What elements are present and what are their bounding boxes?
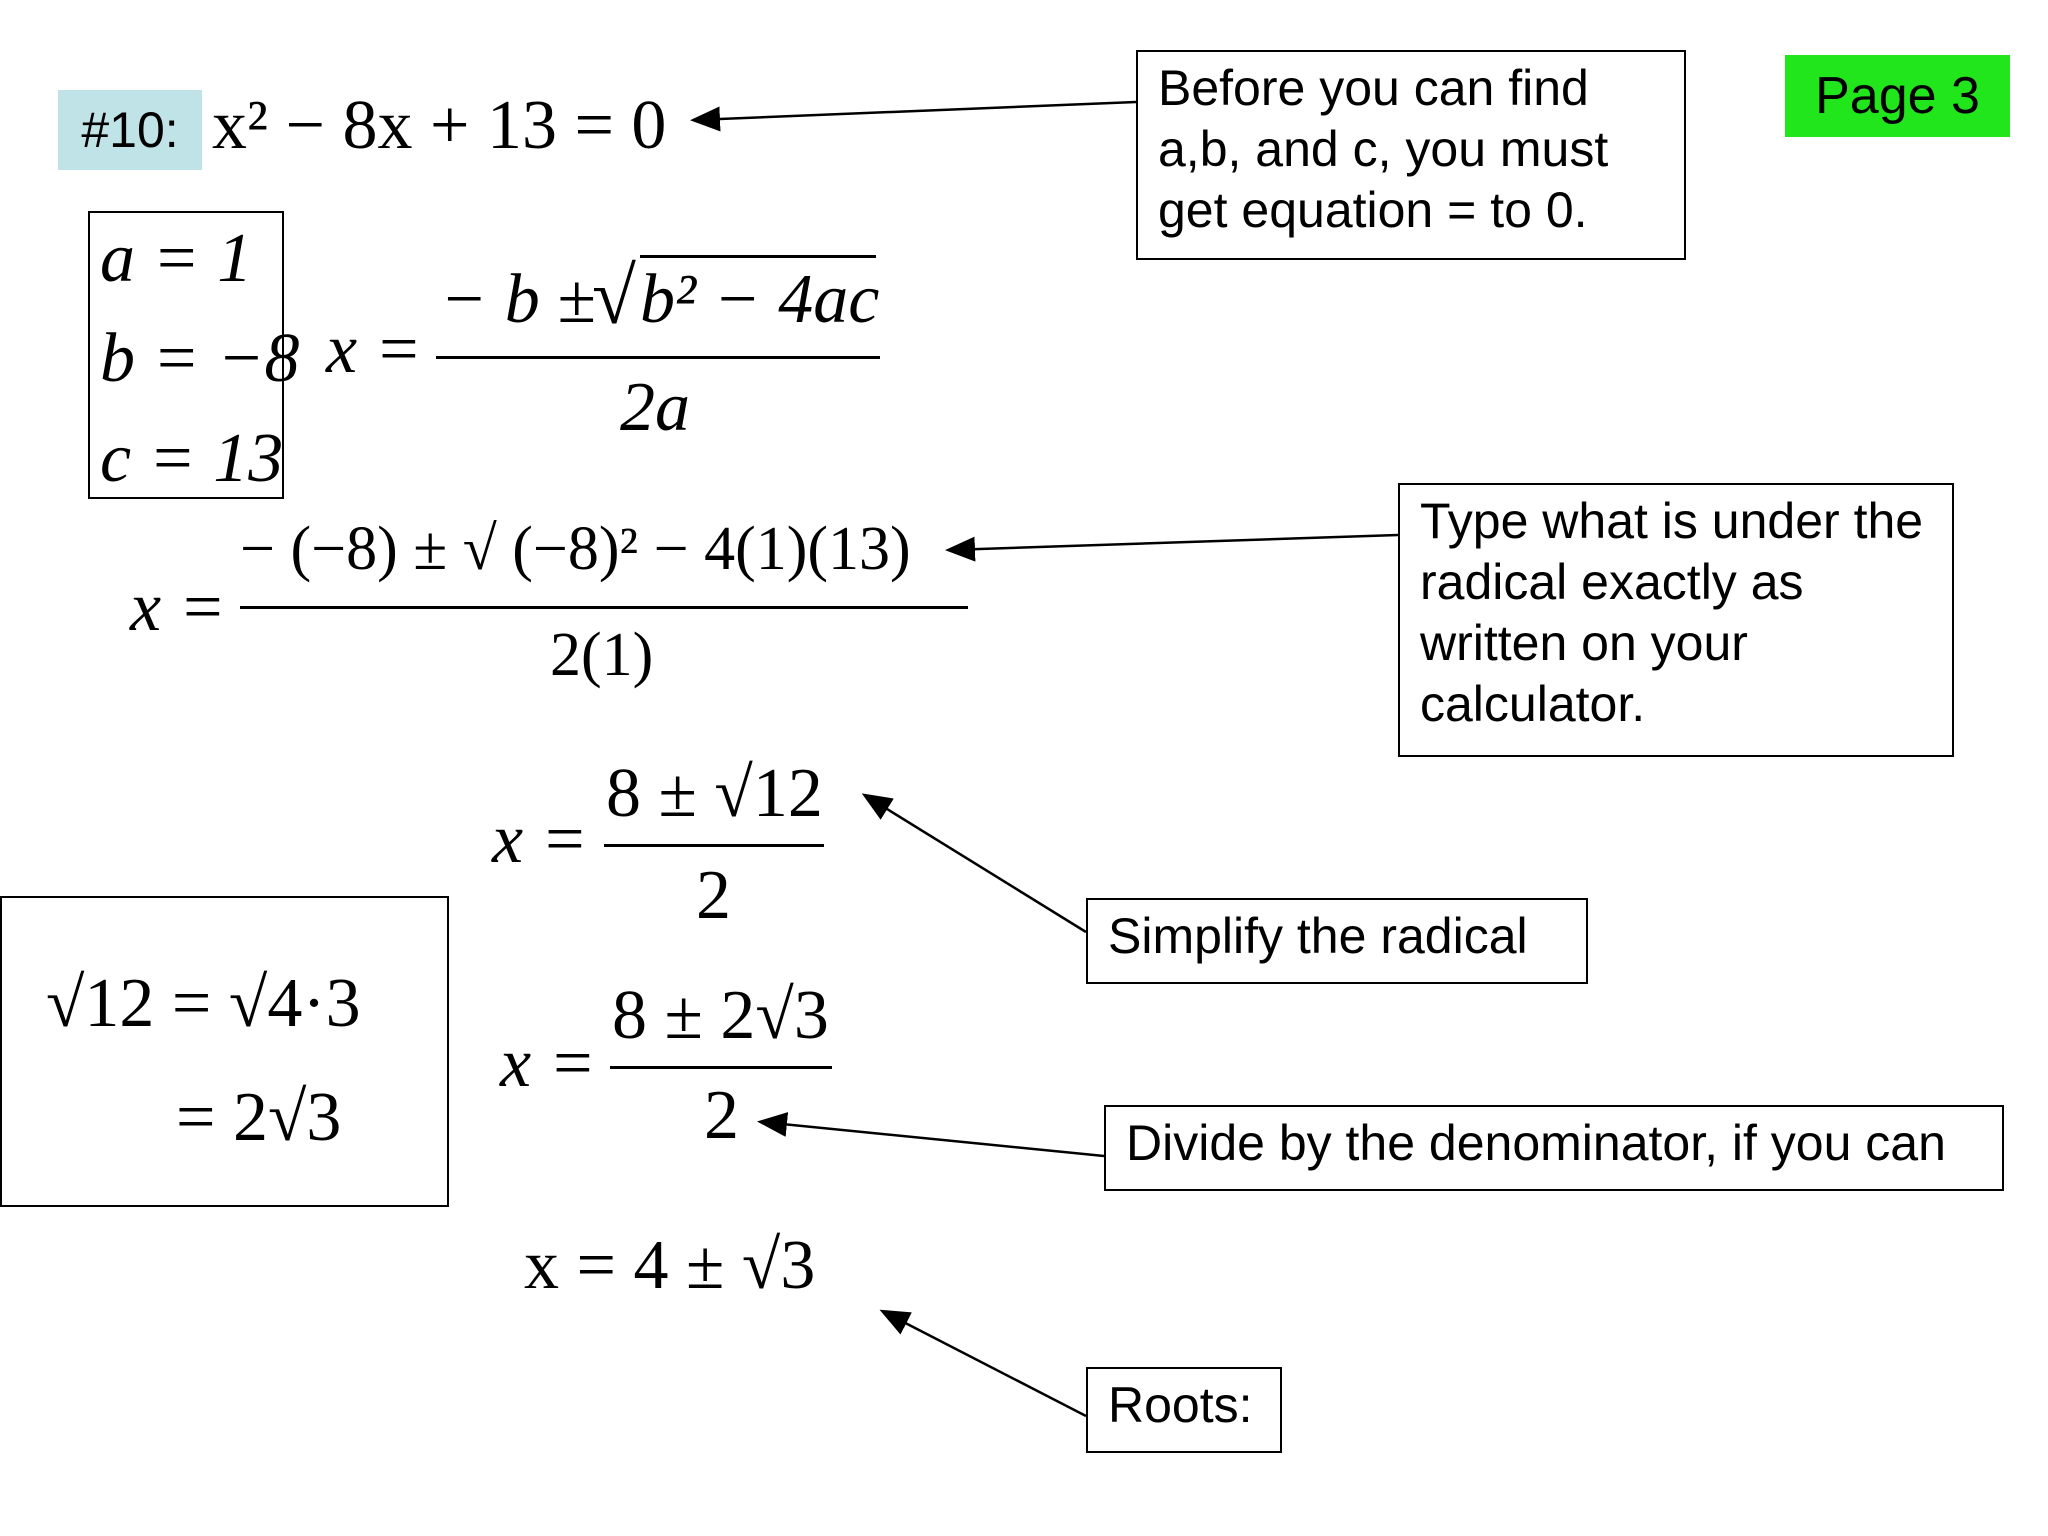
arrow-to-radical bbox=[950, 535, 1398, 550]
substituted-denominator: 2(1) bbox=[550, 621, 654, 689]
arrow-to-equation bbox=[695, 102, 1136, 120]
note-radical: Type what is under the radical exactly as written on your calculator. bbox=[1398, 483, 1954, 757]
problem-number-label: #10: bbox=[58, 90, 202, 170]
step1-lhs: x = bbox=[492, 801, 588, 878]
note-roots: Roots: bbox=[1086, 1367, 1282, 1453]
simplification-line1: √12 = √4·3 bbox=[46, 965, 361, 1042]
step2-lhs: x = bbox=[500, 1025, 596, 1102]
arrow-to-denominator bbox=[762, 1122, 1104, 1156]
step2-numerator: 8 ± 2√3 bbox=[612, 977, 829, 1054]
formula-radical-sign: √ bbox=[592, 253, 636, 341]
arrow-to-step1 bbox=[866, 796, 1086, 932]
arrow-to-roots bbox=[884, 1312, 1086, 1416]
problem-equation: x² − 8x + 13 = 0 bbox=[212, 87, 667, 164]
formula-denominator: 2a bbox=[620, 369, 690, 446]
page-badge: Page 3 bbox=[1785, 55, 2010, 137]
step1-denominator: 2 bbox=[696, 857, 731, 934]
formula-radicand: b² − 4ac bbox=[640, 261, 880, 338]
coefficient-a: a = 1 bbox=[100, 220, 253, 297]
simplification-line2: = 2√3 bbox=[176, 1079, 342, 1156]
coefficient-c: c = 13 bbox=[100, 420, 284, 497]
step2-denominator: 2 bbox=[704, 1077, 739, 1154]
formula-lhs: x = bbox=[326, 311, 422, 388]
formula-numerator-prefix: − b ± bbox=[440, 261, 596, 338]
substituted-numerator: − (−8) ± √ (−8)² − 4(1)(13) bbox=[240, 515, 911, 583]
note-simplify-radical: Simplify the radical bbox=[1086, 898, 1588, 984]
note-divide-denominator: Divide by the denominator, if you can bbox=[1104, 1105, 2004, 1191]
step1-numerator: 8 ± √12 bbox=[606, 755, 823, 832]
note-zero-form: Before you can find a,b, and c, you must get equation = to 0. bbox=[1136, 50, 1686, 260]
coefficient-b: b = −8 bbox=[100, 320, 300, 397]
substituted-lhs: x = bbox=[130, 569, 226, 646]
roots-equation: x = 4 ± √3 bbox=[524, 1227, 816, 1304]
